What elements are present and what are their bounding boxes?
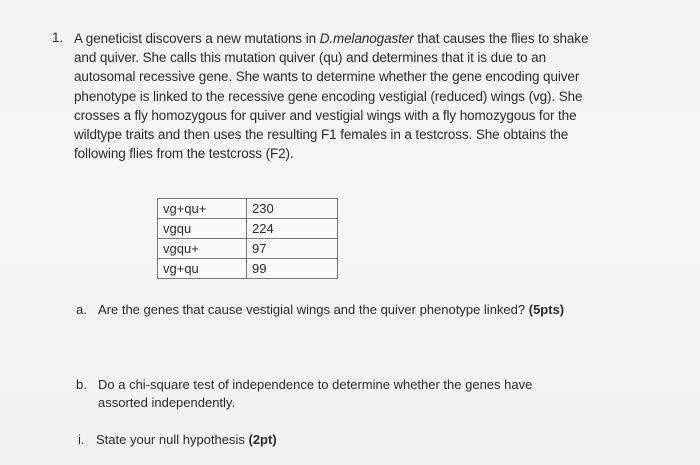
part-a-label: a. — [76, 302, 87, 317]
question-line — [74, 29, 619, 48]
part-i — [78, 431, 378, 451]
part-a-text — [98, 301, 564, 319]
question-line-text: that causes the flies to shake — [413, 31, 589, 46]
count-cell: 224 — [247, 219, 338, 239]
table-row — [158, 219, 338, 239]
question-line: and quiver. She calls this mutation quiver (qu) and determines that it is due to an — [74, 50, 546, 66]
part-b — [76, 376, 636, 416]
species-name: D.melanogaster — [319, 31, 414, 46]
part-i-question: State your null hypothesis — [96, 432, 245, 447]
part-b-text — [98, 376, 532, 412]
part-i-text — [96, 431, 277, 449]
genotype-cell: vgqu — [158, 219, 247, 239]
genotype-cell: vg+qu+ — [158, 199, 247, 219]
part-a-question: Are the genes that cause vestigial wings and the quiver phenotype linked? — [98, 302, 526, 317]
question-line-text: A geneticist discovers a new mutations in — [74, 31, 320, 46]
count-cell: 230 — [247, 199, 338, 219]
count-cell: 97 — [247, 239, 338, 259]
testcross-results-table — [157, 198, 338, 279]
table-row — [158, 259, 338, 279]
table-row — [158, 239, 338, 259]
part-i-label: i. — [78, 432, 85, 447]
question-line: phenotype is linked to the recessive gene encoding vestigial (reduced) wings (vg). She — [74, 88, 583, 104]
question-number: 1. — [52, 30, 64, 45]
count-cell: 99 — [247, 259, 338, 279]
part-b-label: b. — [76, 377, 87, 392]
question-line: crosses a fly homozygous for quiver and vestigial wings with a fly homozygous for the — [74, 107, 577, 123]
genotype-cell: vgqu+ — [158, 239, 247, 259]
question-text — [74, 29, 619, 163]
genotype-cell: vg+qu — [158, 259, 247, 279]
question-line: following flies from the testcross (F2). — [74, 146, 294, 162]
part-i-points: (2pt) — [248, 432, 277, 447]
table-row — [158, 199, 338, 219]
part-a-points: (5pts) — [528, 302, 565, 317]
question-line: autosomal recessive gene. She wants to determine whether the gene encoding quiver — [74, 69, 580, 85]
part-b-line: Do a chi-square test of independence to determine whether the genes have — [98, 377, 533, 392]
part-a — [76, 301, 636, 321]
question-line: wildtype traits and then uses the resulting F1 females in a testcross. She obtains the — [74, 127, 569, 143]
part-b-line: assorted independently. — [98, 395, 236, 410]
